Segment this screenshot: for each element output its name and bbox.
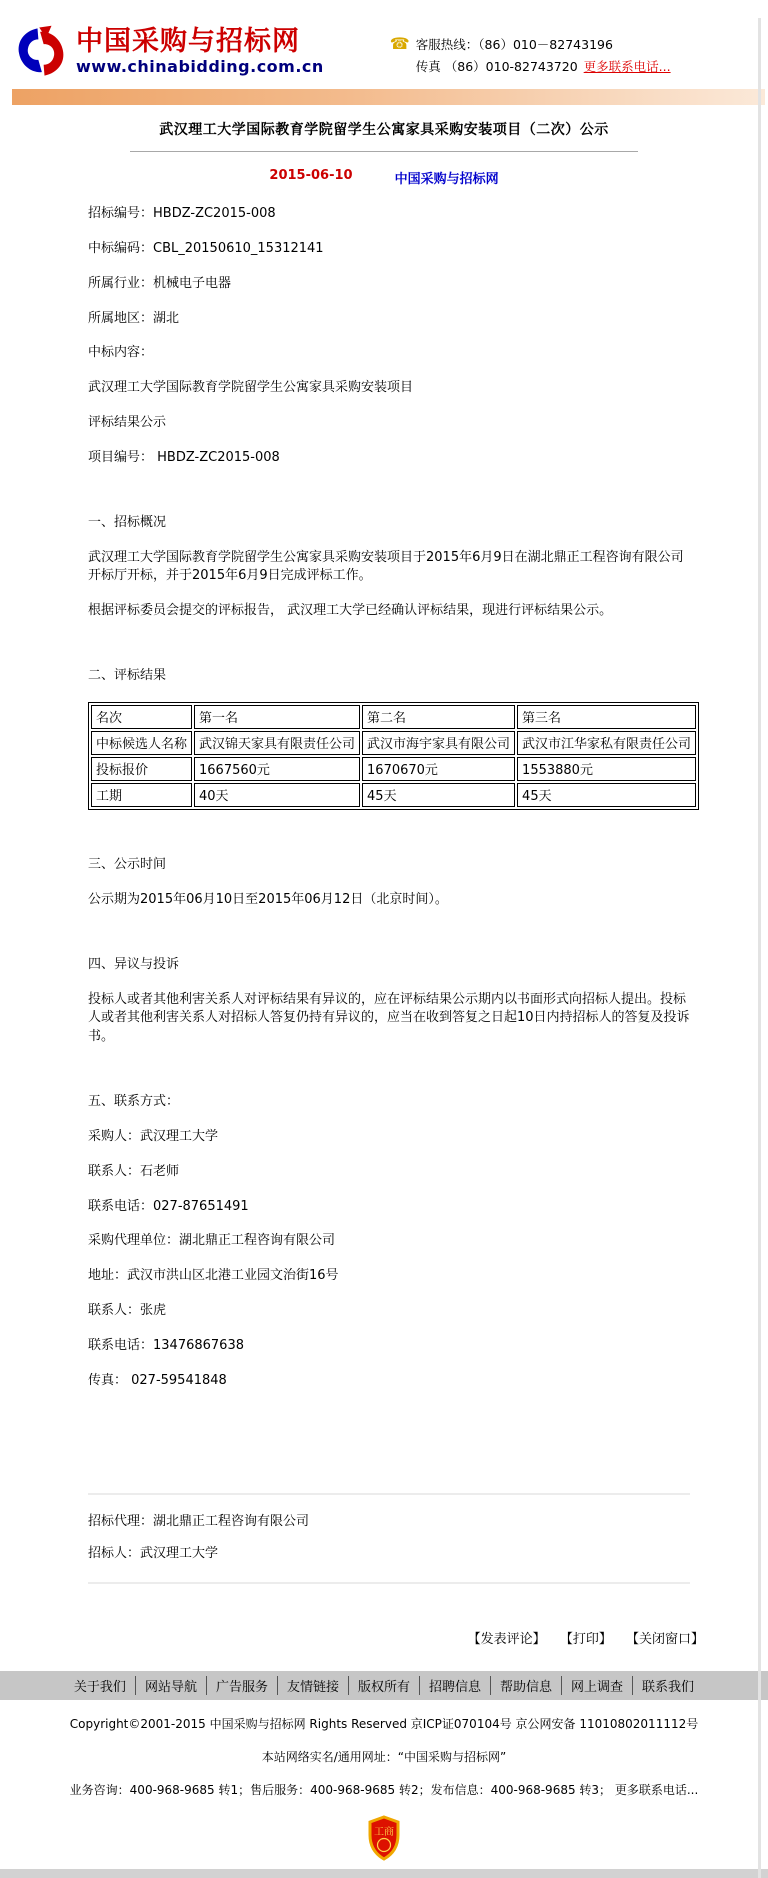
signature-block <box>88 1513 690 1565</box>
table-cell: 1670670元 <box>362 757 515 781</box>
bid-number: 招标编号：HBDZ-ZC2015-008 <box>88 206 276 221</box>
section1-para1: 武汉理工大学国际教育学院留学生公寓家具采购安装项目于2015年6月9日在湖北鼎正工程咨询有限公司开标厅开标，并于2015年6月9日完成评标工作。 <box>88 549 684 584</box>
table-cell: 第二名 <box>362 705 515 729</box>
footer-nav-copyright[interactable]: 版权所有 <box>348 1676 419 1695</box>
credential-badge-icon[interactable] <box>366 1815 402 1861</box>
award-content-label: 中标内容： <box>88 345 154 361</box>
hotlines-line: 业务咨询：400-968-9685 转1；售后服务：400-968-9685 转2；发布信息：400-968-9685 转3； 更多联系电话... <box>69 1782 699 1797</box>
source-site-link[interactable]: 中国采购与招标网 <box>394 172 499 187</box>
section4-heading: 四、异议与投诉 <box>88 956 180 972</box>
copyright-line: Copyright©2001-2015 中国采购与招标网 Rights Reserved 京ICP证070104号 京公网安备 11010802011112号 <box>69 1717 699 1732</box>
section2-heading: 二、评标结果 <box>88 668 167 684</box>
contact-person-1: 联系人：石老师 <box>88 1163 180 1179</box>
contact-person-2: 联系人：张虎 <box>88 1303 167 1319</box>
footer-nav <box>0 1671 768 1700</box>
footer-nav-about[interactable]: 关于我们 <box>73 1680 126 1696</box>
fax-text: 传真 （86）010-82743720 <box>415 58 578 74</box>
article-body <box>0 205 768 1584</box>
project-number: 项目编号： HBDZ-ZC2015-008 <box>88 449 280 465</box>
close-window-button[interactable]: 【关闭窗口】 <box>625 1632 704 1648</box>
table-cell: 45天 <box>362 783 515 807</box>
badge-wrap <box>0 1815 768 1865</box>
contact-fax: 传真： 027-59541848 <box>88 1372 227 1388</box>
table-cell: 武汉市江华家私有限责任公司 <box>517 731 696 755</box>
notice-type: 评标结果公示 <box>88 415 167 431</box>
title-rule <box>130 151 638 152</box>
table-row <box>91 731 696 755</box>
table-cell: 工期 <box>91 783 192 807</box>
footer-nav-sitemap[interactable]: 网站导航 <box>135 1676 206 1695</box>
contact-phone-2: 联系电话：13476867638 <box>88 1337 244 1353</box>
table-cell: 中标候选人名称 <box>91 731 192 755</box>
site-header <box>0 0 768 105</box>
hotline-text: 客服热线：（86）010－82743196 <box>415 36 613 52</box>
header-divider-bar <box>12 89 765 105</box>
footer-nav-help[interactable]: 帮助信息 <box>490 1676 561 1695</box>
contact-phone-1: 联系电话：027-87651491 <box>88 1198 249 1214</box>
article-actions <box>0 1584 768 1663</box>
project-name: 武汉理工大学国际教育学院留学生公寓家具采购安装项目 <box>88 380 414 396</box>
table-row <box>91 783 696 807</box>
agency-unit: 采购代理单位：湖北鼎正工程咨询有限公司 <box>88 1233 336 1249</box>
phone-icon: ☎ <box>389 34 410 53</box>
award-code: 中标编码：CBL_20150610_15312141 <box>88 240 324 256</box>
publish-date: 2015-06-10 <box>269 168 353 183</box>
tenderee: 招标人：武汉理工大学 <box>88 1546 219 1562</box>
agency-address: 地址：武汉市洪山区北港工业园文治街16号 <box>88 1268 339 1284</box>
section3-para: 公示期为2015年06月10日至2015年06月12日（北京时间）。 <box>88 891 448 907</box>
table-cell: 武汉锦天家具有限责任公司 <box>194 731 360 755</box>
site-logo[interactable] <box>12 24 324 80</box>
site-name: 中国采购与招标网 <box>76 26 300 58</box>
badge-glyph-text: 工商 <box>374 1826 394 1838</box>
site-url[interactable]: www.chinabidding.com.cn <box>76 56 324 76</box>
realname-line: 本站网络实名/通用网址：“中国采购与招标网” <box>261 1750 507 1765</box>
footer-nav-jobs[interactable]: 招聘信息 <box>419 1676 490 1695</box>
more-phones-link[interactable]: 更多联系电话... <box>583 58 671 74</box>
page-right-edge <box>758 18 761 1878</box>
page-title: 武汉理工大学国际教育学院留学生公寓家具采购安装项目（二次）公示 <box>159 122 609 138</box>
section4-para: 投标人或者其他利害关系人对评标结果有异议的，应在评标结果公示期内以书面形式向招标人提出。投标人或者其他利害关系人对招标人答复仍持有异议的，应当在收到答复之日起10日内持招标人的答复及投诉书。 <box>88 991 690 1045</box>
signature-rule-top <box>88 1493 690 1495</box>
table-cell: 第一名 <box>194 705 360 729</box>
table-cell: 1667560元 <box>194 757 360 781</box>
region: 所属地区：湖北 <box>88 310 180 326</box>
table-row <box>91 705 696 729</box>
table-cell: 武汉市海宇家具有限公司 <box>362 731 515 755</box>
table-cell: 40天 <box>194 783 360 807</box>
table-cell: 1553880元 <box>517 757 696 781</box>
industry: 所属行业：机械电子电器 <box>88 275 232 291</box>
table-cell: 45天 <box>517 783 696 807</box>
result-table <box>88 702 699 810</box>
purchaser: 采购人：武汉理工大学 <box>88 1128 219 1144</box>
date-row <box>0 168 768 187</box>
meta-block <box>88 205 690 468</box>
table-row <box>91 757 696 781</box>
header-contact <box>390 24 671 76</box>
bottom-strip <box>0 1869 768 1878</box>
footer-nav-ads[interactable]: 广告服务 <box>206 1676 277 1695</box>
footer-nav-contact[interactable]: 联系我们 <box>632 1676 703 1695</box>
section1-heading: 一、招标概况 <box>88 514 167 530</box>
footer-nav-survey[interactable]: 网上调查 <box>561 1676 632 1695</box>
bidding-agency: 招标代理：湖北鼎正工程咨询有限公司 <box>88 1513 310 1529</box>
logo-text <box>76 28 324 75</box>
footer-nav-links[interactable]: 友情链接 <box>277 1676 348 1695</box>
table-cell: 第三名 <box>517 705 696 729</box>
spacer <box>88 1407 690 1493</box>
table-cell: 名次 <box>91 705 192 729</box>
section1-para2: 根据评标委员会提交的评标报告， 武汉理工大学已经确认评标结果，现进行评标结果公示。 <box>88 603 613 619</box>
print-button[interactable]: 【打印】 <box>559 1632 612 1648</box>
table-cell: 投标报价 <box>91 757 192 781</box>
logo-swirl-icon <box>12 24 70 80</box>
section3-heading: 三、公示时间 <box>88 856 167 872</box>
section5-heading: 五、联系方式： <box>88 1094 180 1110</box>
post-comment-button[interactable]: 【发表评论】 <box>467 1632 546 1648</box>
